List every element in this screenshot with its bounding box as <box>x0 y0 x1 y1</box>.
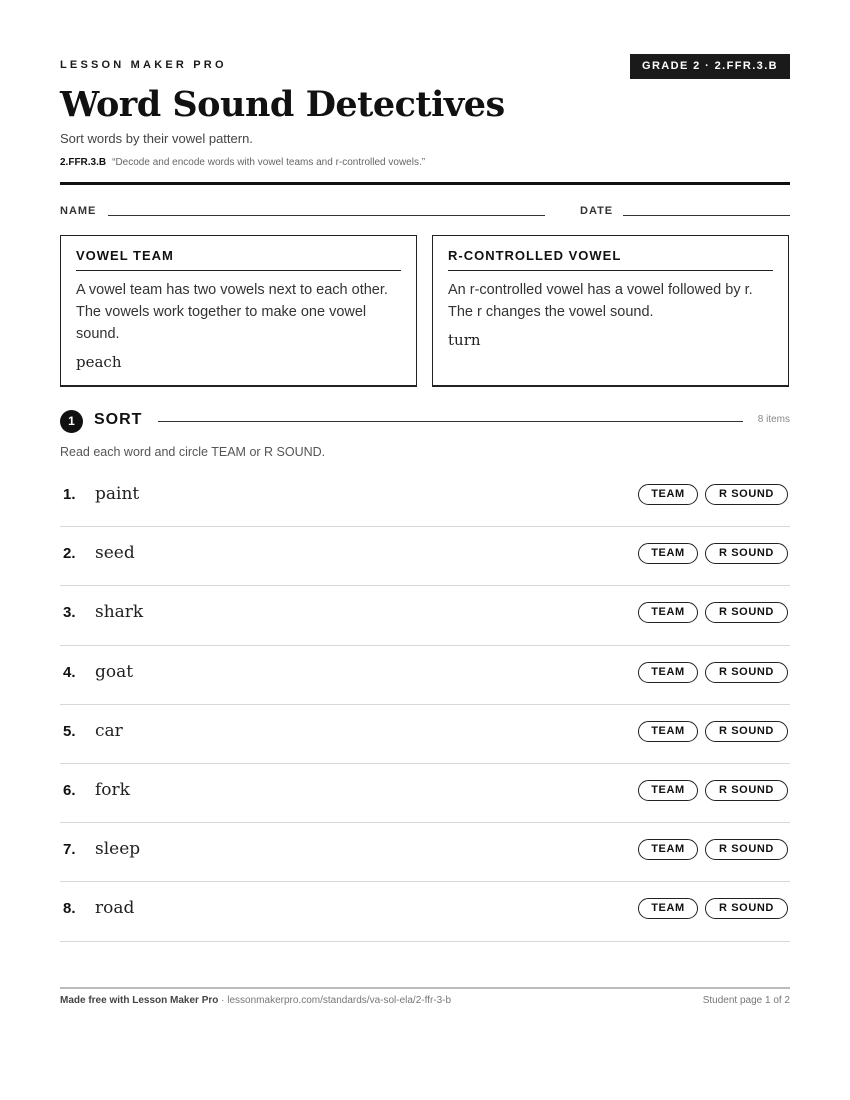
item-word: car <box>95 720 123 741</box>
date-label: DATE <box>580 205 614 217</box>
vowel-team-card <box>60 235 417 387</box>
list-item <box>60 586 790 645</box>
footer-divider <box>60 987 790 989</box>
r-controlled-vowel-card <box>432 235 789 387</box>
team-option[interactable]: TEAM <box>638 484 698 505</box>
item-count: 8 items <box>757 414 790 425</box>
item-number: 7. <box>63 841 76 859</box>
team-option[interactable]: TEAM <box>638 839 698 860</box>
item-number: 2. <box>63 545 76 563</box>
sort-list <box>60 468 790 942</box>
team-option[interactable]: TEAM <box>638 898 698 919</box>
item-word: shark <box>95 602 144 623</box>
footer-credit <box>60 995 451 1006</box>
list-item <box>60 646 790 705</box>
page-title: Word Sound Detectives <box>60 84 505 125</box>
name-label: NAME <box>60 205 97 217</box>
item-word: fork <box>95 779 130 800</box>
footer-page-number: Student page 1 of 2 <box>702 995 790 1006</box>
header-divider <box>60 182 790 185</box>
grade-badge: GRADE 2 · 2.FFR.3.B <box>630 54 790 79</box>
section-number-badge: 1 <box>60 410 83 433</box>
r-sound-option[interactable]: R SOUND <box>705 543 788 564</box>
standard-code: 2.FFR.3.B <box>60 157 107 168</box>
brand-name: LESSON MAKER PRO <box>60 59 227 71</box>
card-definition: An r-controlled vowel has a vowel followed by r. The r changes the vowel sound. <box>448 282 753 320</box>
item-number: 1. <box>63 486 76 503</box>
card-definition: A vowel team has two vowels next to each other. The vowels work together to make one vowel sound. <box>76 282 388 342</box>
card-example-word: turn <box>448 331 481 349</box>
worksheet-page <box>60 0 790 1100</box>
item-number: 5. <box>63 722 76 740</box>
card-heading: R-CONTROLLED VOWEL <box>448 248 773 271</box>
item-word: goat <box>95 661 134 682</box>
footer-url[interactable]: · lessonmakerpro.com/standards/va-sol-ela/2-ffr-3-b <box>218 995 452 1006</box>
section-instruction: Read each word and circle TEAM or R SOUND. <box>60 445 326 459</box>
date-field-line[interactable] <box>623 215 790 216</box>
team-option[interactable]: TEAM <box>638 780 698 801</box>
card-example-word: peach <box>76 353 122 371</box>
page-subtitle: Sort words by their vowel pattern. <box>60 131 253 146</box>
team-option[interactable]: TEAM <box>638 543 698 564</box>
card-heading: VOWEL TEAM <box>76 248 401 271</box>
r-sound-option[interactable]: R SOUND <box>705 898 788 919</box>
list-item <box>60 527 790 586</box>
item-word: sleep <box>95 839 141 860</box>
r-sound-option[interactable]: R SOUND <box>705 780 788 801</box>
team-option[interactable]: TEAM <box>638 662 698 683</box>
name-field-line[interactable] <box>108 215 545 216</box>
footer-made-with: Made free with Lesson Maker Pro <box>60 995 219 1006</box>
team-option[interactable]: TEAM <box>638 602 698 623</box>
r-sound-option[interactable]: R SOUND <box>705 662 788 683</box>
list-item <box>60 882 790 941</box>
list-item <box>60 823 790 882</box>
item-number: 4. <box>63 663 76 681</box>
r-sound-option[interactable]: R SOUND <box>705 721 788 742</box>
item-number: 8. <box>63 900 76 918</box>
section-title: SORT <box>94 411 143 428</box>
item-number: 3. <box>63 604 76 622</box>
section-divider <box>158 421 743 422</box>
list-item <box>60 468 790 527</box>
item-word: paint <box>95 484 140 504</box>
item-word: road <box>95 898 135 919</box>
team-option[interactable]: TEAM <box>638 721 698 742</box>
r-sound-option[interactable]: R SOUND <box>705 839 788 860</box>
list-item <box>60 705 790 764</box>
r-sound-option[interactable]: R SOUND <box>705 484 788 505</box>
standard-line <box>60 157 425 168</box>
r-sound-option[interactable]: R SOUND <box>705 602 788 623</box>
standard-text: “Decode and encode words with vowel teams and r-controlled vowels.” <box>112 157 426 168</box>
item-number: 6. <box>63 781 76 799</box>
list-item <box>60 764 790 823</box>
item-word: seed <box>95 543 135 564</box>
